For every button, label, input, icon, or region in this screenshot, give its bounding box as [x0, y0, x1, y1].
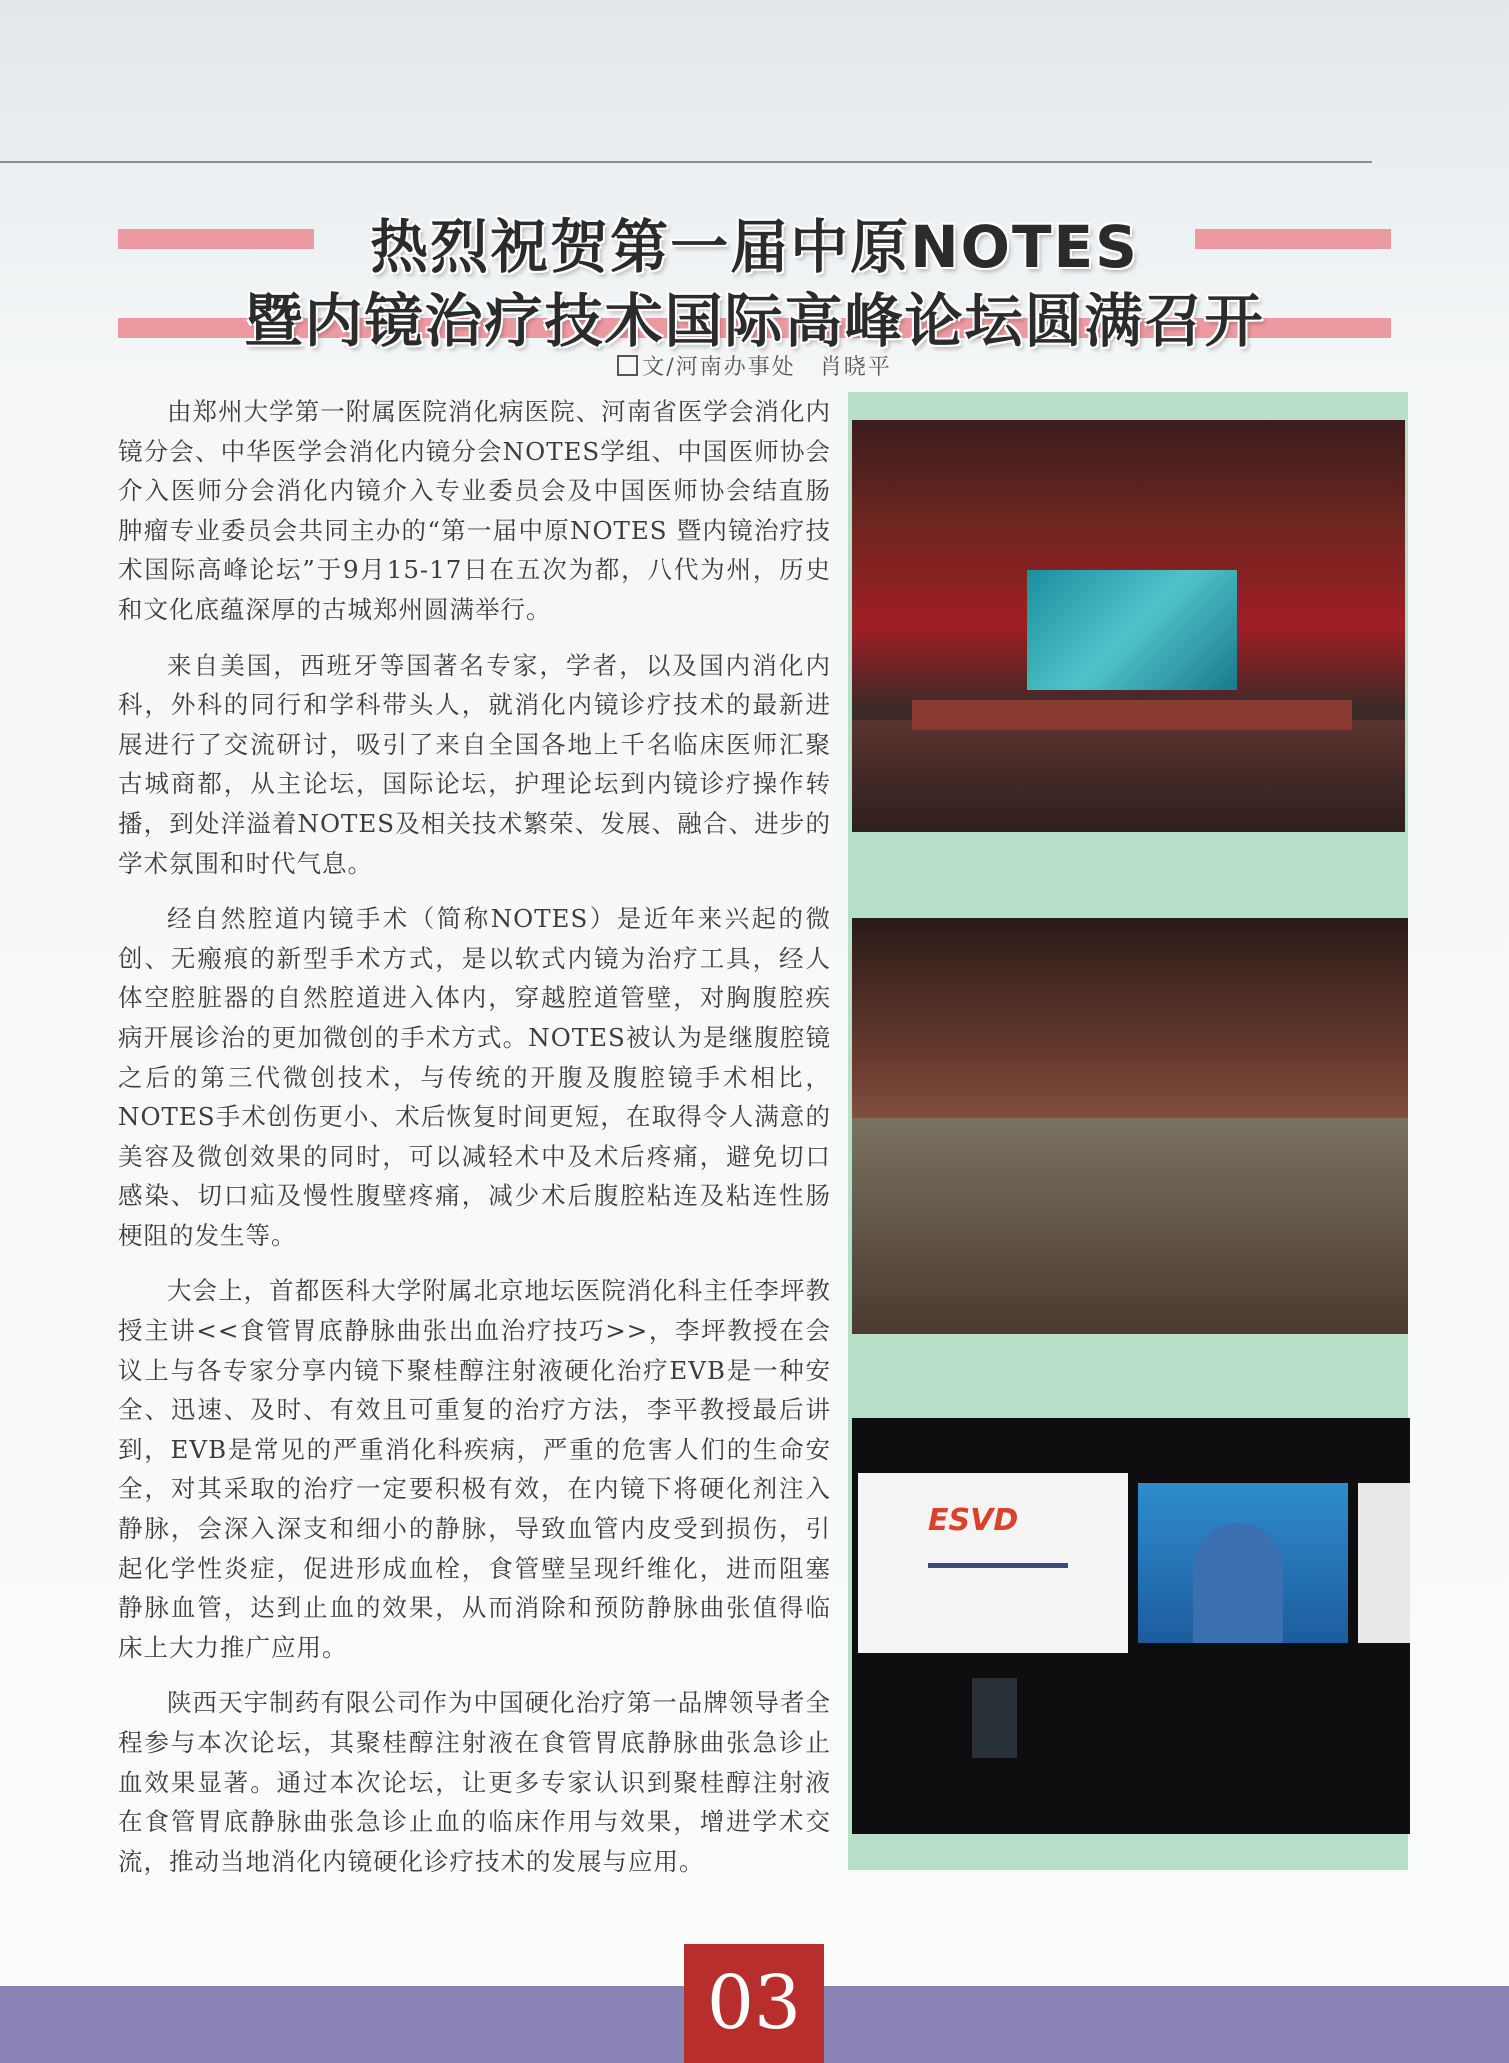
speaker-screen — [1138, 1483, 1348, 1643]
stage-shape — [912, 700, 1352, 730]
byline — [0, 350, 1509, 381]
paragraph: 来自美国，西班牙等国著名专家，学者，以及国内消化内科，外科的同行和学科带头人，就消化内镜诊疗技术的最新进展进行了交流研讨，吸引了来自全国各地上千名临床医师汇聚古城商都，从主论坛，国际论坛，护理论坛到内镜诊疗操作转播，到处洋溢着NOTES及相关技术繁荣、发展、融合、进步的学术氛围和时代气息。 — [118, 650, 831, 878]
header-rule — [0, 161, 1372, 163]
audience-shape — [852, 720, 1405, 832]
square-icon — [617, 355, 638, 376]
slide-title: ESVD — [928, 1503, 1019, 1538]
speaker-figure — [1193, 1523, 1283, 1643]
paragraph: 由郑州大学第一附属医院消化病医院、河南省医学会消化内镜分会、中华医学会消化内镜分会NOTES学组、中国医师协会介入医师分会消化内镜介入专业委员会及中国医师协会结直肠肿瘤专业委员会共同主办的“第一届中原NOTES 暨内镜治疗技术国际高峰论坛”于9月15-17日在五次为都，八代为州，历史和文化底蕴深厚的古城郑州圆满举行。 — [118, 397, 831, 624]
title-line-1: 热烈祝贺第一届中原NOTES — [370, 213, 1139, 281]
photo-auditorium-stage — [852, 420, 1405, 832]
side-screen — [1358, 1483, 1410, 1643]
paragraph: 经自然腔道内镜手术（简称NOTES）是近年来兴起的微创、无瘢痕的新型手术方式，是以软式内镜为治疗工具，经人体空腔脏器的自然腔道进入体内，穿越腔道管壁，对胸腹腔疾病开展诊治的更加微创的手术方式。NOTES被认为是继腹腔镜之后的第三代微创技术，与传统的开腹及腹腔镜手术相比，NOTES手术创伤更小、术后恢复时间更短，在取得令人满意的美容及微创效果的同时，可以减轻术中及术后疼痛，避免切口感染、切口疝及慢性腹壁疼痛，减少术后腹腔粘连及粘连性肠梗阻的发生等。 — [118, 904, 831, 1250]
presentation-slide — [858, 1473, 1128, 1653]
title-line-2: 暨内镜治疗技术国际高峰论坛圆满召开 — [244, 287, 1265, 355]
photo-audience — [852, 918, 1408, 1334]
page-number: 03 — [684, 1944, 824, 2063]
paragraph: 陕西天宇制药有限公司作为中国硬化治疗第一品牌领导者全程参与本次论坛，其聚桂醇注射液在食管胃底静脉曲张急诊止血效果显著。通过本次论坛，让更多专家认识到聚桂醇注射液在食管胃底静脉曲张急诊止血的临床作用与效果，增进学术交流，推动当地消化内镜硬化诊疗技术的发展与应用。 — [118, 1688, 831, 1876]
podium-shape — [972, 1678, 1017, 1758]
stage-screen-shape — [1027, 570, 1237, 690]
photo-lecture — [852, 1418, 1410, 1834]
paragraph: 大会上，首都医科大学附属北京地坛医院消化科主任李坪教授主讲<<食管胃底静脉曲张出血治疗技巧>>，李坪教授在会议上与各专家分享内镜下聚桂醇注射液硬化治疗EVB是一种安全、迅速、及时、有效且可重复的治疗方法，李平教授最后讲到，EVB是常见的严重消化科疾病，严重的危害人们的生命安全，对其采取的治疗一定要积极有效，在内镜下将硬化剂注入静脉，会深入深支和细小的静脉，导致血管内皮受到损伤，引起化学性炎症，促进形成血栓，食管壁呈现纤维化，进而阻塞静脉血管，达到止血的效果，从而消除和预防静脉曲张值得临床上大力推广应用。 — [118, 1276, 831, 1662]
slide-bar — [928, 1563, 1068, 1568]
audience-shape — [852, 1118, 1408, 1334]
ceiling-shape — [852, 918, 1408, 1068]
article-body — [118, 392, 831, 1897]
byline-text: 文/河南办事处 肖晓平 — [642, 355, 892, 380]
